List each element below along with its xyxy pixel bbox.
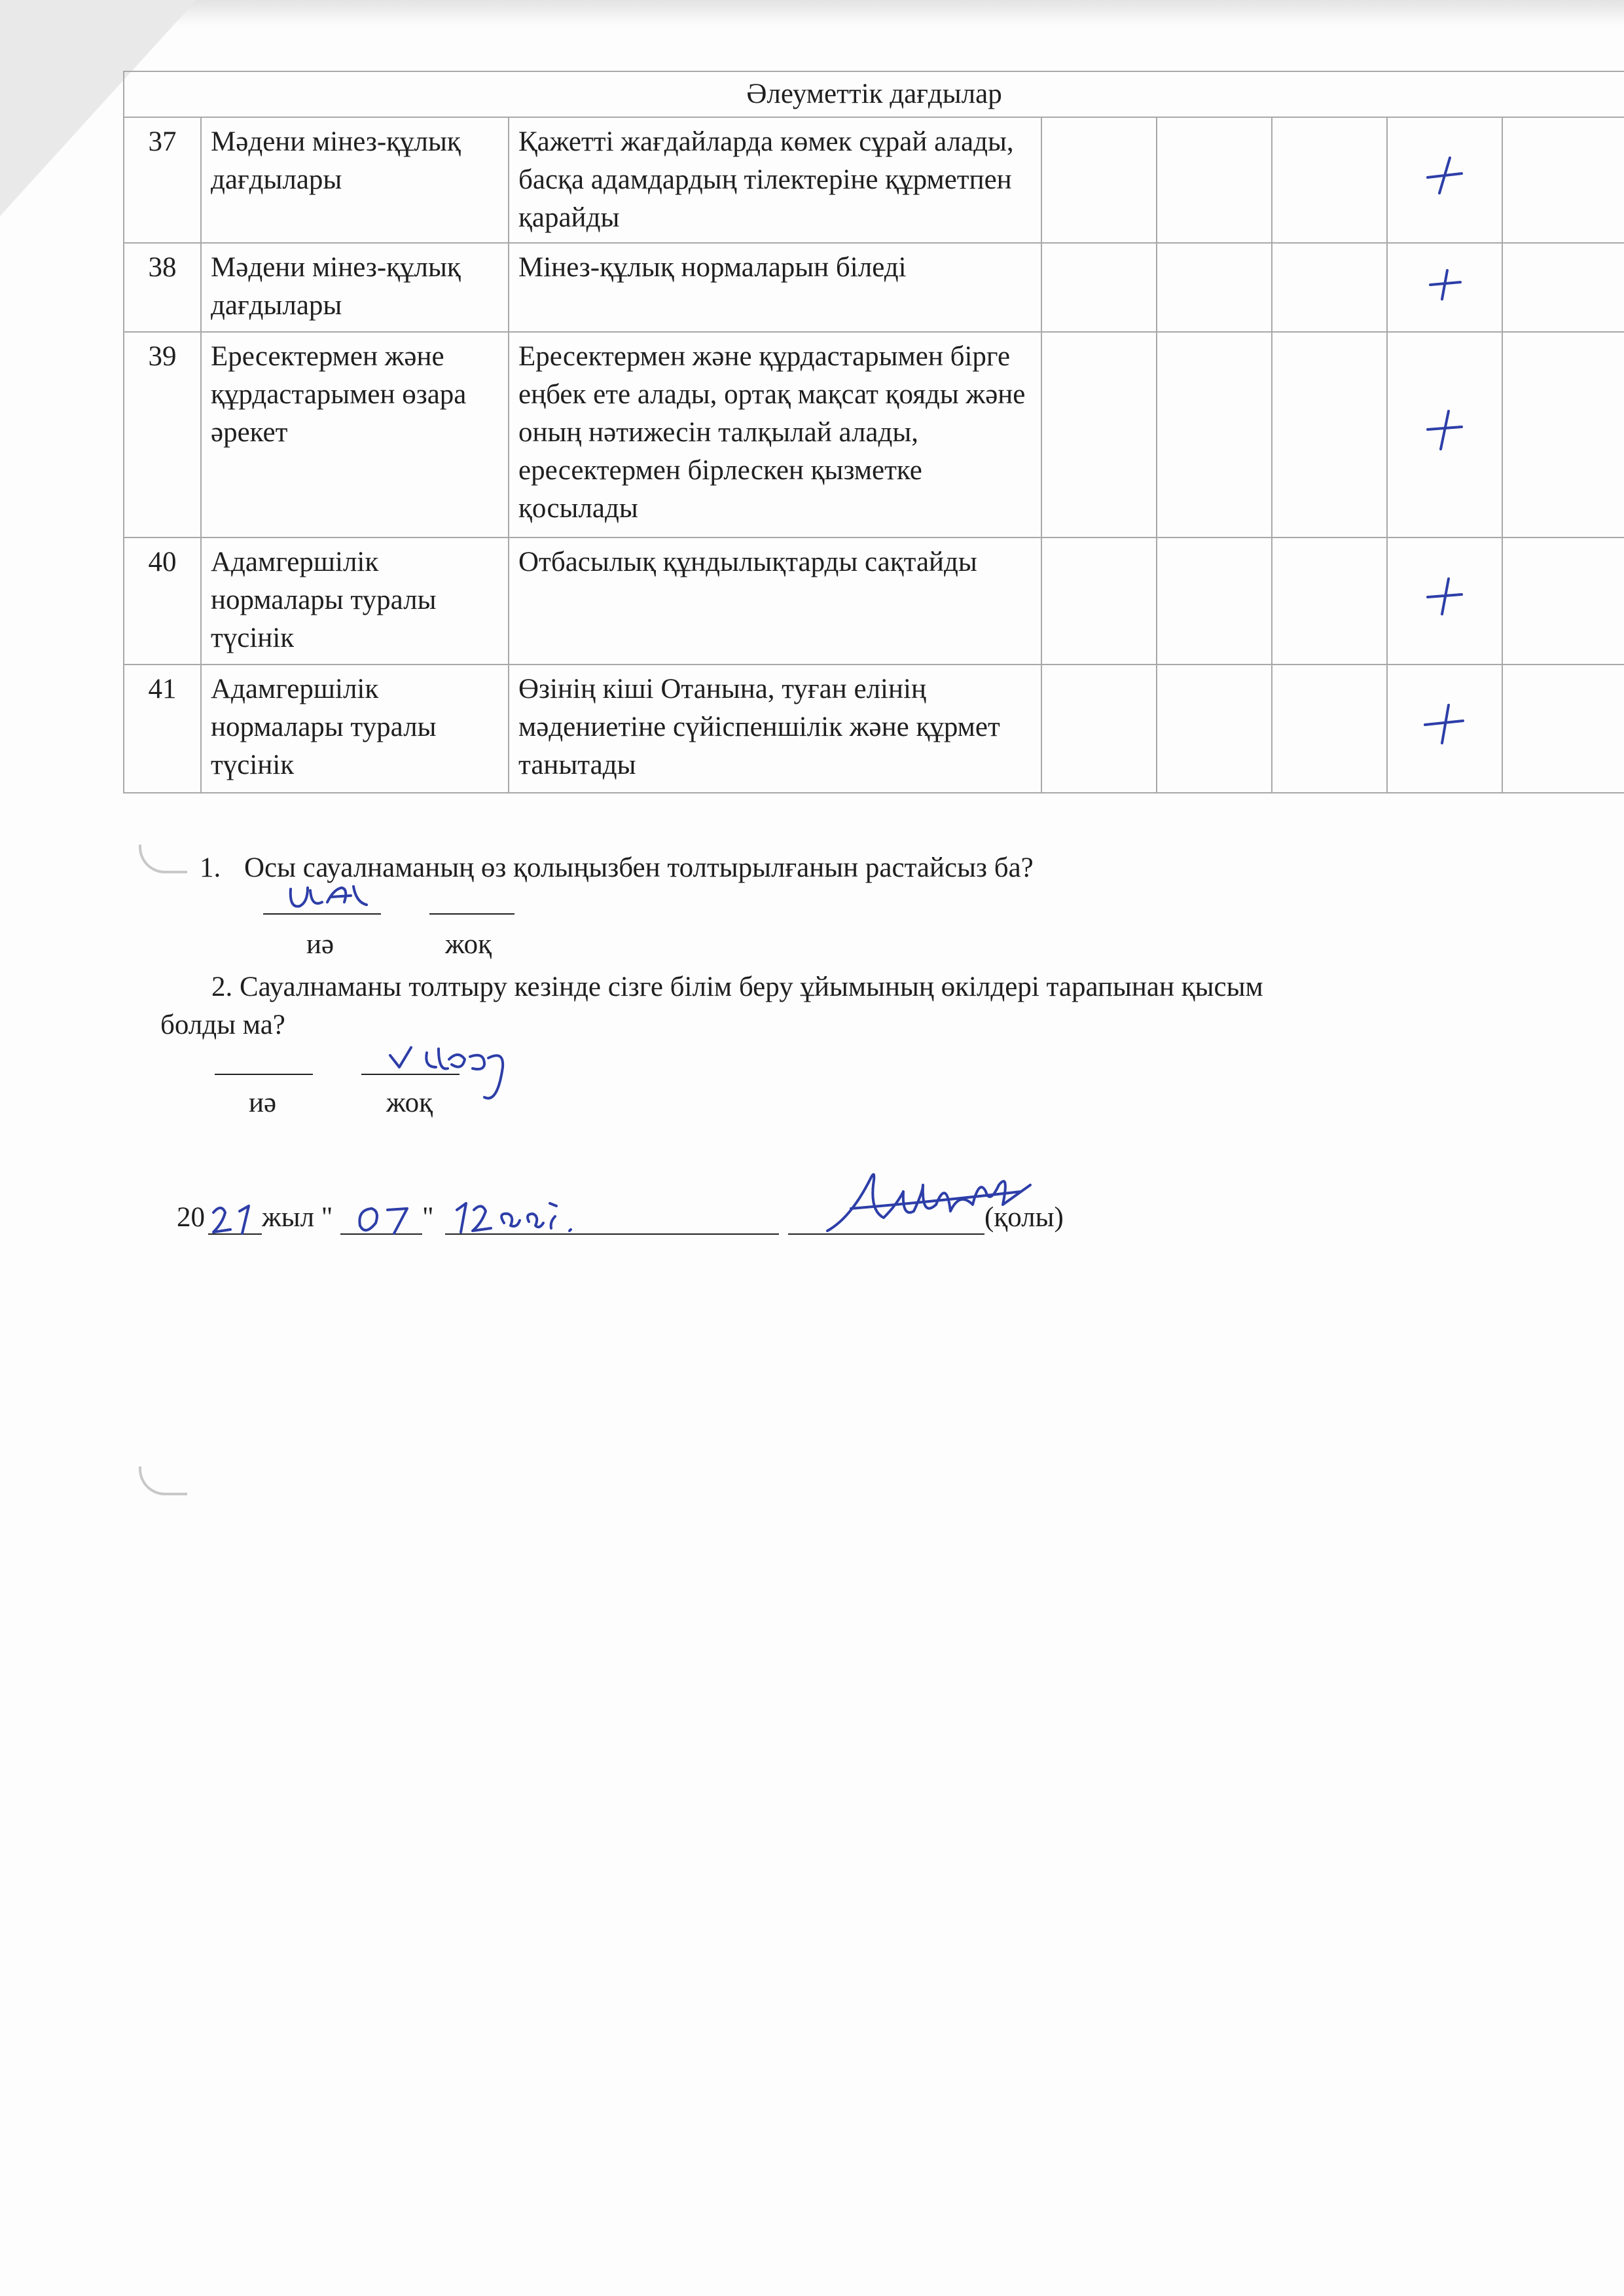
empty-cell (1502, 243, 1624, 332)
skill-description: Ересектермен және құрдастарымен бірге еңбек ете алады, ортақ мақсат қояды және оның нәтижесін талқылай алады, ересектермен бірлескен қызметке қосылады (509, 332, 1041, 538)
empty-cell (1157, 117, 1272, 243)
mark-cell (1387, 117, 1502, 243)
punch-hole-mark (139, 845, 187, 873)
yes-label: иә (306, 929, 334, 960)
section-title: Әлеуметтік дағдылар (124, 71, 1624, 117)
table-row (124, 665, 1624, 793)
mark-cell (1387, 243, 1502, 332)
skill-description: Қажетті жағдайларда көмек сұрай алады, басқа адамдардың тілектеріне құрметпен қарайды (509, 117, 1041, 243)
table-row (124, 538, 1624, 665)
empty-cell (1272, 665, 1387, 793)
row-number: 39 (124, 332, 201, 538)
no-blank-line[interactable] (429, 913, 514, 915)
row-number: 37 (124, 117, 201, 243)
scan-shadow-top (0, 0, 1624, 26)
mark-cell (1387, 332, 1502, 538)
year-prefix: 20 (177, 1202, 205, 1233)
year-suffix: жыл " (262, 1202, 333, 1233)
empty-cell (1272, 538, 1387, 665)
empty-cell (1272, 117, 1387, 243)
plus-mark-icon (1424, 154, 1466, 196)
skill-name: Адамгершілік нормалары туралы түсінік (201, 538, 509, 665)
empty-cell (1502, 117, 1624, 243)
empty-cell (1041, 538, 1157, 665)
plus-mark-icon (1424, 409, 1466, 450)
skill-description: Өзінің кіші Отанына, туған елінің мәдениетіне сүйіспеншілік және құрмет танытады (509, 665, 1041, 793)
empty-cell (1041, 332, 1157, 538)
yes-blank-line[interactable] (215, 1074, 313, 1075)
no-label: жоқ (445, 929, 492, 960)
question-2-text-continued: болды ма? (160, 1010, 285, 1040)
signature-handwriting (825, 1165, 1034, 1241)
answer-1-handwriting (288, 883, 380, 919)
empty-cell (1502, 332, 1624, 538)
mark-cell (1387, 665, 1502, 793)
skills-table (123, 71, 1624, 793)
no-label: жоқ (386, 1087, 433, 1118)
punch-hole-mark (139, 1467, 187, 1495)
skill-name: Ересектермен және құрдастарымен өзара әрекет (201, 332, 509, 538)
empty-cell (1041, 243, 1157, 332)
empty-cell (1272, 243, 1387, 332)
skill-description: Мінез-құлық нормаларын біледі (509, 243, 1041, 332)
signature-label: (қолы) (984, 1202, 1064, 1233)
empty-cell (1157, 243, 1272, 332)
table-row (124, 332, 1624, 538)
mark-cell (1387, 538, 1502, 665)
empty-cell (1272, 332, 1387, 538)
skill-name: Мәдени мінез-құлық дағдылары (201, 243, 509, 332)
empty-cell (1041, 117, 1157, 243)
month-handwriting (452, 1197, 576, 1239)
year-handwriting (211, 1203, 263, 1239)
empty-cell (1502, 665, 1624, 793)
empty-cell (1502, 538, 1624, 665)
day-handwriting (353, 1203, 419, 1239)
row-number: 40 (124, 538, 201, 665)
yes-label: иә (249, 1087, 277, 1118)
question-2-text: 2. Сауалнаманы толтыру кезінде сізге білім беру ұйымының өкілдері тарапынан қысым (211, 972, 1263, 1002)
plus-mark-icon (1424, 261, 1466, 303)
table-row (124, 117, 1624, 243)
skill-name: Адамгершілік нормалары туралы түсінік (201, 665, 509, 793)
question-1-number: 1. (200, 852, 221, 883)
plus-mark-icon (1424, 575, 1466, 617)
empty-cell (1041, 665, 1157, 793)
skill-description: Отбасылық құндылықтарды сақтайды (509, 538, 1041, 665)
empty-cell (1157, 538, 1272, 665)
empty-cell (1157, 332, 1272, 538)
question-1-text: Осы сауалнаманың өз қолыңызбен толтырылғанын растайсыз ба? (244, 852, 1034, 883)
skill-name: Мәдени мінез-құлық дағдылары (201, 117, 509, 243)
plus-mark-icon (1424, 702, 1466, 744)
row-number: 41 (124, 665, 201, 793)
question-1 (200, 850, 1034, 886)
table-row (124, 243, 1624, 332)
row-number: 38 (124, 243, 201, 332)
day-close-quote: " (422, 1202, 434, 1233)
empty-cell (1157, 665, 1272, 793)
